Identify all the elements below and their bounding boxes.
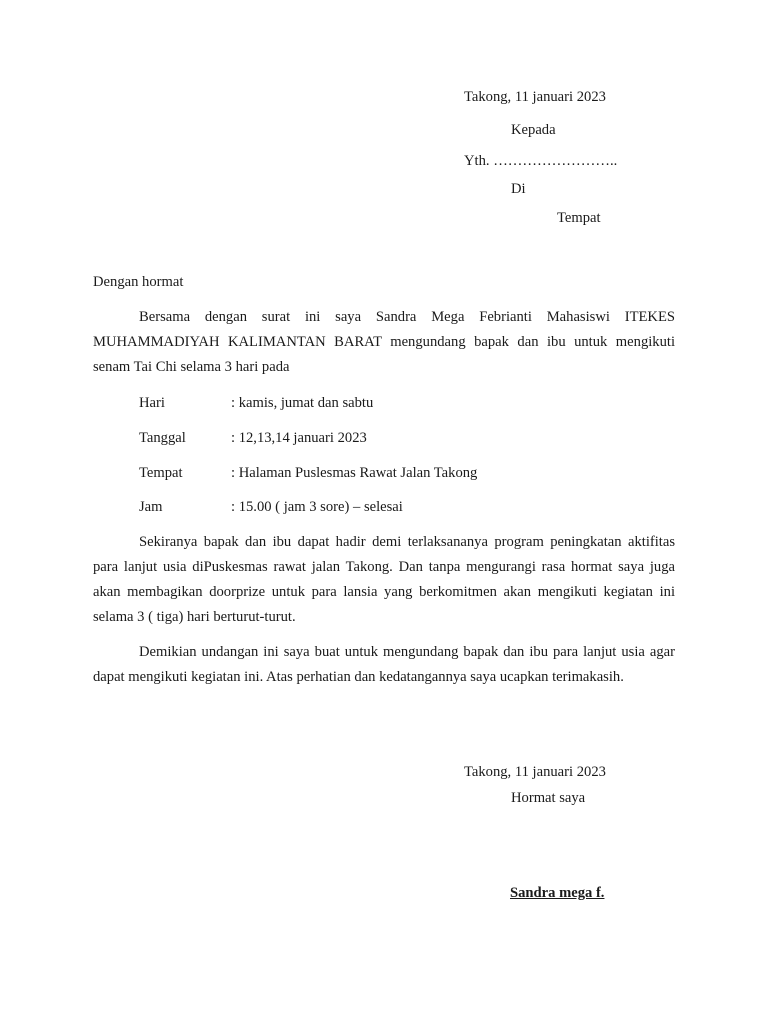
detail-row-tempat: [139, 461, 477, 486]
paragraph-details: [93, 530, 675, 630]
detail-value: : 12,13,14 januari 2023: [231, 430, 367, 446]
detail-value: : kamis, jumat dan sabtu: [231, 395, 374, 411]
greeting: Dengan hormat: [93, 274, 184, 290]
header-tempat: Tempat: [557, 210, 601, 226]
detail-label: Hari: [139, 395, 165, 411]
paragraph-invitation: [93, 305, 675, 380]
detail-label: Tempat: [139, 465, 183, 481]
paragraph-invitation-text: Bersama dengan surat ini saya Sandra Mega Febrianti Mahasiswi ITEKES MUHAMMADIYAH KALIMANTAN BARAT mengundang bapak dan ibu untuk mengikuti senam Tai Chi selama 3 hari pada: [93, 309, 675, 375]
header-recipient: Yth. ……………………..: [464, 153, 618, 169]
detail-value: : Halaman Puslesmas Rawat Jalan Takong: [231, 465, 478, 481]
closing-regards: Hormat saya: [511, 790, 586, 806]
signature-name: Sandra mega f.: [510, 885, 605, 901]
paragraph-details-text: Sekiranya bapak dan ibu dapat hadir demi terlaksananya program peningkatan aktifitas para lanjut usia diPuskesmas rawat jalan Takong. Dan tanpa mengurangi rasa hormat saya juga akan membagikan doorprize untuk para lansia yang berkomitmen akan mengikuti kegiatan ini selama 3 ( tiga) hari berturut-turut.: [93, 534, 675, 625]
header-place-date: Takong, 11 januari 2023: [464, 89, 606, 105]
paragraph-closing: [93, 640, 675, 690]
detail-row-jam: [139, 495, 403, 520]
detail-row-tanggal: [139, 426, 367, 451]
detail-label: Jam: [139, 499, 163, 515]
paragraph-closing-text: Demikian undangan ini saya buat untuk mengundang bapak dan ibu para lanjut usia agar dapat mengikuti kegiatan ini. Atas perhatian dan kedatangannya saya ucapkan terimakasih.: [93, 644, 675, 685]
detail-value: : 15.00 ( jam 3 sore) – selesai: [231, 499, 403, 515]
detail-row-hari: [139, 391, 373, 416]
header-kepada: Kepada: [511, 122, 556, 138]
closing-place-date: Takong, 11 januari 2023: [464, 764, 606, 780]
header-di: Di: [511, 181, 526, 197]
detail-label: Tanggal: [139, 430, 186, 446]
